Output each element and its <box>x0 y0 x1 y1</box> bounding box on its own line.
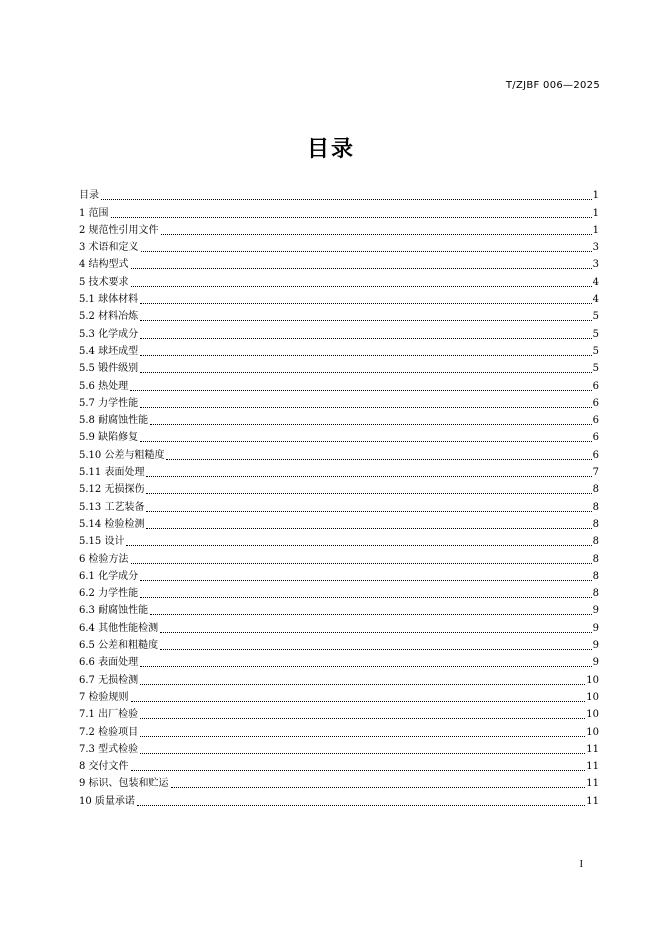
toc-entry-page: 7 <box>592 467 599 479</box>
toc-dot-leader <box>150 424 592 425</box>
toc-entry-label: 6 检验方法 <box>79 553 129 565</box>
toc-dot-leader <box>140 320 592 321</box>
toc-dot-leader <box>140 580 592 581</box>
toc-dot-leader <box>140 684 585 685</box>
toc-dot-leader <box>131 286 592 287</box>
toc-entry[interactable] <box>79 289 599 306</box>
toc-entry-page: 1 <box>592 224 599 236</box>
toc-entry-page: 9 <box>592 657 599 669</box>
toc-entry-label: 5.3 化学成分 <box>79 328 139 340</box>
toc-entry-label: 7.1 出厂检验 <box>79 709 139 721</box>
toc-entry[interactable] <box>79 669 599 686</box>
toc-dot-leader <box>140 753 585 754</box>
toc-entry[interactable] <box>79 202 599 219</box>
toc-entry-page: 4 <box>592 294 599 306</box>
toc-entry-page: 8 <box>592 484 599 496</box>
toc-entry-label: 5.10 公差与粗糙度 <box>79 449 165 461</box>
toc-entry-page: 11 <box>586 761 599 773</box>
toc-entry-page: 11 <box>586 795 599 807</box>
toc-entry[interactable] <box>79 739 599 756</box>
toc-dot-leader <box>131 563 592 564</box>
toc-entry-label: 6.5 公差和粗糙度 <box>79 640 159 652</box>
toc-dot-leader <box>126 545 591 546</box>
toc-entry-label: 5.7 力学性能 <box>79 397 139 409</box>
toc-entry[interactable] <box>79 185 599 202</box>
toc-entry[interactable] <box>79 444 599 461</box>
toc-entry-label: 2 规范性引用文件 <box>79 224 159 236</box>
toc-entry-page: 3 <box>592 259 599 271</box>
toc-entry-label: 目录 <box>79 190 99 202</box>
toc-entry-page: 6 <box>592 397 599 409</box>
toc-entry-label: 6.7 无损检测 <box>79 674 139 686</box>
toc-entry-page: 10 <box>586 691 599 703</box>
toc-entry[interactable] <box>79 548 599 565</box>
toc-entry-label: 5.6 热处理 <box>79 380 129 392</box>
toc-entry-page: 5 <box>592 345 599 357</box>
toc-entry-page: 1 <box>592 190 599 202</box>
toc-entry[interactable] <box>79 427 599 444</box>
toc-entry[interactable] <box>79 566 599 583</box>
toc-entry[interactable] <box>79 271 599 288</box>
toc-dot-leader <box>141 251 592 252</box>
toc-entry-label: 5.14 检验检测 <box>79 518 145 530</box>
toc-entry-page: 6 <box>592 415 599 427</box>
toc-dot-leader <box>160 632 592 633</box>
toc-entry-label: 5.9 缺陷修复 <box>79 432 139 444</box>
toc-entry-label: 7.2 检验项目 <box>79 726 139 738</box>
toc-entry-label: 3 术语和定义 <box>79 242 139 254</box>
toc-entry-page: 5 <box>592 328 599 340</box>
toc-dot-leader <box>130 390 592 391</box>
toc-entry-label: 5.11 表面处理 <box>79 467 145 479</box>
toc-dot-leader <box>111 217 592 218</box>
toc-entry[interactable] <box>79 237 599 254</box>
toc-entry-page: 1 <box>592 207 599 219</box>
toc-dot-leader <box>140 355 592 356</box>
document-code: T/ZJBF 006—2025 <box>505 80 600 91</box>
toc-entry-page: 9 <box>592 605 599 617</box>
toc-entry-page: 6 <box>592 432 599 444</box>
toc-entry-page: 8 <box>592 536 599 548</box>
toc-entry-label: 6.4 其他性能检测 <box>79 622 159 634</box>
toc-entry[interactable] <box>79 773 599 790</box>
toc-entry-page: 5 <box>592 363 599 375</box>
toc-entry-page: 11 <box>586 743 599 755</box>
toc-dot-leader <box>140 718 585 719</box>
toc-entry[interactable] <box>79 323 599 340</box>
toc-entry-page: 10 <box>586 674 599 686</box>
toc-entry-label: 6.1 化学成分 <box>79 570 139 582</box>
toc-dot-leader <box>101 199 592 200</box>
toc-dot-leader <box>146 511 591 512</box>
toc-entry-page: 9 <box>592 622 599 634</box>
toc-entry[interactable] <box>79 479 599 496</box>
toc-entry-label: 5.2 材料冶炼 <box>79 311 139 323</box>
toc-entry-page: 3 <box>592 242 599 254</box>
toc-entry-label: 1 范围 <box>79 207 109 219</box>
toc-entry-label: 4 结构型式 <box>79 259 129 271</box>
toc-dot-leader <box>166 459 591 460</box>
toc-entry-label: 6.6 表面处理 <box>79 657 139 669</box>
toc-entry[interactable] <box>79 341 599 358</box>
toc-dot-leader <box>161 234 592 235</box>
toc-entry-page: 4 <box>592 276 599 288</box>
toc-dot-leader <box>140 372 592 373</box>
toc-dot-leader <box>140 441 592 442</box>
toc-entry-label: 6.2 力学性能 <box>79 588 139 600</box>
toc-entry[interactable] <box>79 375 599 392</box>
toc-dot-leader <box>150 614 592 615</box>
toc-entry-page: 6 <box>592 380 599 392</box>
toc-entry-page: 8 <box>592 588 599 600</box>
toc-entry-label: 6.3 耐腐蚀性能 <box>79 605 149 617</box>
toc-entry[interactable] <box>79 704 599 721</box>
toc-entry[interactable] <box>79 462 599 479</box>
toc-dot-leader <box>140 736 585 737</box>
toc-entry[interactable] <box>79 306 599 323</box>
toc-entry-label: 5 技术要求 <box>79 276 129 288</box>
toc-entry-label: 5.12 无损探伤 <box>79 484 145 496</box>
toc-dot-leader <box>131 770 586 771</box>
toc-entry-page: 10 <box>586 709 599 721</box>
toc-dot-leader <box>146 493 591 494</box>
toc-entry[interactable] <box>79 756 599 773</box>
toc-dot-leader <box>137 805 585 806</box>
page-title: 目录 <box>306 137 355 162</box>
toc-entry-page: 8 <box>592 501 599 513</box>
toc-dot-leader <box>140 338 592 339</box>
toc-entry-page: 8 <box>592 570 599 582</box>
toc-dot-leader <box>131 701 586 702</box>
toc-entry-label: 5.8 耐腐蚀性能 <box>79 415 149 427</box>
toc-entry-page: 8 <box>592 553 599 565</box>
toc-entry-label: 5.4 球坯成型 <box>79 345 139 357</box>
toc-dot-leader <box>171 787 586 788</box>
toc-entry[interactable] <box>79 652 599 669</box>
toc-entry[interactable] <box>79 687 599 704</box>
toc-entry[interactable] <box>79 410 599 427</box>
toc-dot-leader <box>160 649 592 650</box>
toc-entry[interactable] <box>79 583 599 600</box>
toc-dot-leader <box>140 597 592 598</box>
toc-dot-leader <box>146 476 591 477</box>
toc-entry-label: 5.15 设计 <box>79 536 125 548</box>
toc-entry[interactable] <box>79 600 599 617</box>
toc-entry-label: 8 交付文件 <box>79 761 129 773</box>
toc-entry[interactable] <box>79 358 599 375</box>
toc-entry[interactable] <box>79 721 599 738</box>
toc-entry[interactable] <box>79 635 599 652</box>
toc-entry[interactable] <box>79 393 599 410</box>
toc-entry[interactable] <box>79 496 599 513</box>
toc-entry-page: 10 <box>586 726 599 738</box>
toc-entry-label: 5.5 锻件级别 <box>79 363 139 375</box>
toc-entry-page: 8 <box>592 518 599 530</box>
toc-entry-page: 5 <box>592 311 599 323</box>
toc-dot-leader <box>140 407 592 408</box>
toc-entry-label: 10 质量承诺 <box>79 795 135 807</box>
toc-entry[interactable] <box>79 531 599 548</box>
toc-entry-page: 11 <box>586 778 599 790</box>
toc-entry-label: 5.13 工艺装备 <box>79 501 145 513</box>
toc-entry-page: 6 <box>592 449 599 461</box>
toc-entry-label: 9 标识、包装和贮运 <box>79 778 169 790</box>
page-number: I <box>579 859 583 870</box>
toc-entry[interactable] <box>79 254 599 271</box>
toc-entry[interactable] <box>79 220 599 237</box>
toc-entry-label: 7.3 型式检验 <box>79 743 139 755</box>
toc-entry-label: 7 检验规则 <box>79 691 129 703</box>
table-of-contents <box>79 185 599 808</box>
toc-dot-leader <box>146 528 591 529</box>
toc-entry[interactable] <box>79 617 599 634</box>
toc-entry-label: 5.1 球体材料 <box>79 294 139 306</box>
toc-entry-page: 9 <box>592 640 599 652</box>
toc-dot-leader <box>140 666 592 667</box>
toc-dot-leader <box>131 268 592 269</box>
toc-entry[interactable] <box>79 514 599 531</box>
toc-entry[interactable] <box>79 790 599 807</box>
toc-dot-leader <box>140 303 592 304</box>
